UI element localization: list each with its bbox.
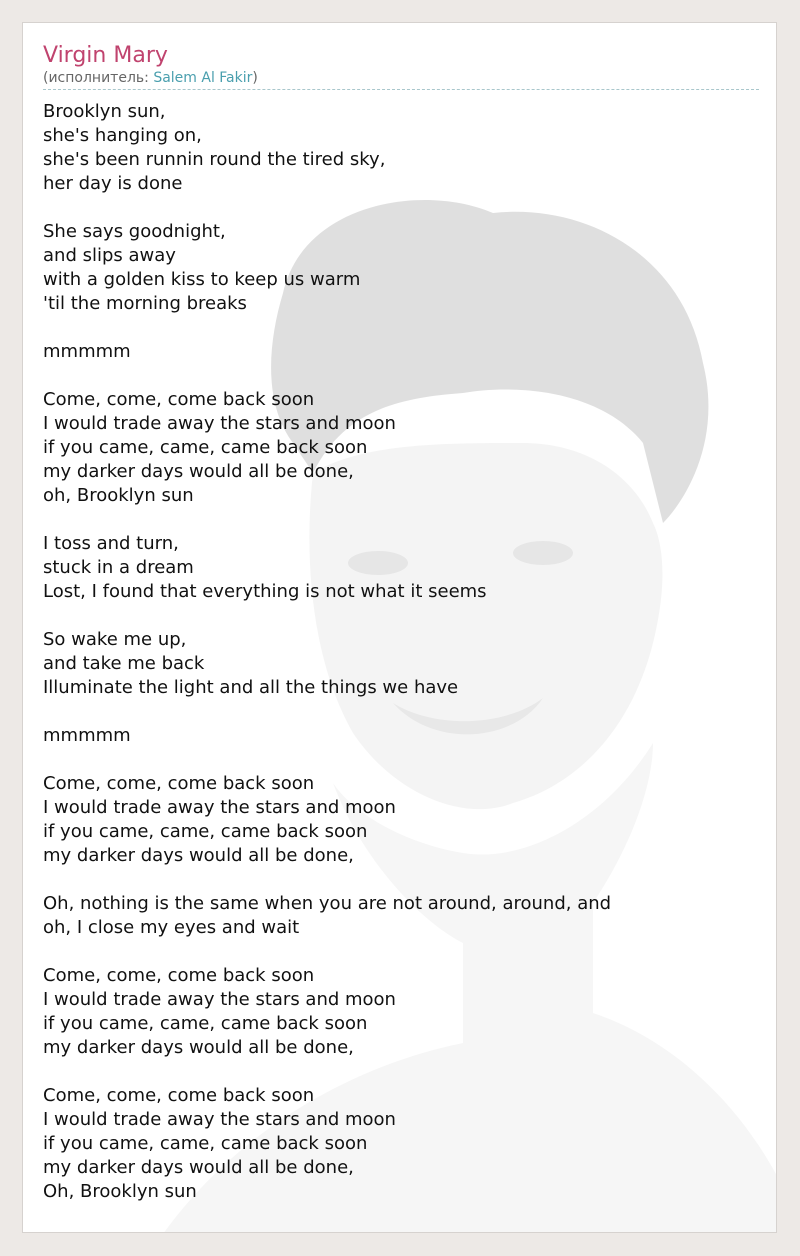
lyric-line: Come, come, come back soon bbox=[43, 389, 315, 410]
artist-line bbox=[43, 69, 759, 87]
lyric-line: I would trade away the stars and moon bbox=[43, 1109, 396, 1130]
lyric-line: and take me back bbox=[43, 653, 205, 674]
lyric-line: Come, come, come back soon bbox=[43, 773, 315, 794]
lyric-line: if you came, came, came back soon bbox=[43, 821, 368, 842]
stanza-break bbox=[43, 700, 759, 724]
lyric-line: I would trade away the stars and moon bbox=[43, 413, 396, 434]
lyric-line: Illuminate the light and all the things we have bbox=[43, 677, 459, 698]
stanza-break bbox=[43, 940, 759, 964]
lyric-line: Brooklyn sun, bbox=[43, 101, 166, 122]
lyric-line: I toss and turn, bbox=[43, 533, 179, 554]
lyric-line: she's hanging on, bbox=[43, 125, 202, 146]
lyric-line: if you came, came, came back soon bbox=[43, 1133, 368, 1154]
lyric-line: Come, come, come back soon bbox=[43, 1085, 315, 1106]
artist-prefix: (исполнитель: bbox=[43, 70, 154, 86]
lyric-line: oh, Brooklyn sun bbox=[43, 485, 194, 506]
lyric-line: my darker days would all be done, bbox=[43, 461, 354, 482]
artist-suffix: ) bbox=[252, 70, 258, 86]
stanza-break bbox=[43, 364, 759, 388]
lyric-line: Oh, Brooklyn sun bbox=[43, 1181, 197, 1202]
lyric-line: my darker days would all be done, bbox=[43, 1037, 354, 1058]
lyric-line: 'til the morning breaks bbox=[43, 293, 247, 314]
lyric-line: her day is done bbox=[43, 173, 183, 194]
stanza-break bbox=[43, 316, 759, 340]
lyric-line: she's been runnin round the tired sky, bbox=[43, 149, 386, 170]
song-title: Virgin Mary bbox=[43, 43, 168, 68]
lyric-line: stuck in a dream bbox=[43, 557, 194, 578]
lyric-line: and slips away bbox=[43, 245, 176, 266]
lyric-line: mmmmm bbox=[43, 725, 131, 746]
artist-link[interactable]: Salem Al Fakir bbox=[153, 70, 253, 86]
stanza-break bbox=[43, 196, 759, 220]
lyric-line: my darker days would all be done, bbox=[43, 1157, 354, 1178]
stanza-break bbox=[43, 604, 759, 628]
lyric-line: my darker days would all be done, bbox=[43, 845, 354, 866]
stanza-break bbox=[43, 1060, 759, 1084]
song-header bbox=[43, 43, 759, 90]
lyrics-card bbox=[22, 22, 777, 1233]
lyric-line: She says goodnight, bbox=[43, 221, 226, 242]
lyric-line: Oh, nothing is the same when you are not around, around, and bbox=[43, 893, 612, 914]
stanza-break bbox=[43, 748, 759, 772]
lyric-line: Lost, I found that everything is not what it seems bbox=[43, 581, 487, 602]
lyric-line: with a golden kiss to keep us warm bbox=[43, 269, 361, 290]
lyric-line: So wake me up, bbox=[43, 629, 187, 650]
lyrics-text bbox=[43, 100, 759, 1204]
lyric-line: I would trade away the stars and moon bbox=[43, 797, 396, 818]
lyric-line: mmmmm bbox=[43, 341, 131, 362]
lyric-line: if you came, came, came back soon bbox=[43, 1013, 368, 1034]
stanza-break bbox=[43, 868, 759, 892]
lyric-line: if you came, came, came back soon bbox=[43, 437, 368, 458]
lyric-line: I would trade away the stars and moon bbox=[43, 989, 396, 1010]
lyric-line: Come, come, come back soon bbox=[43, 965, 315, 986]
stanza-break bbox=[43, 508, 759, 532]
lyric-line: oh, I close my eyes and wait bbox=[43, 917, 300, 938]
